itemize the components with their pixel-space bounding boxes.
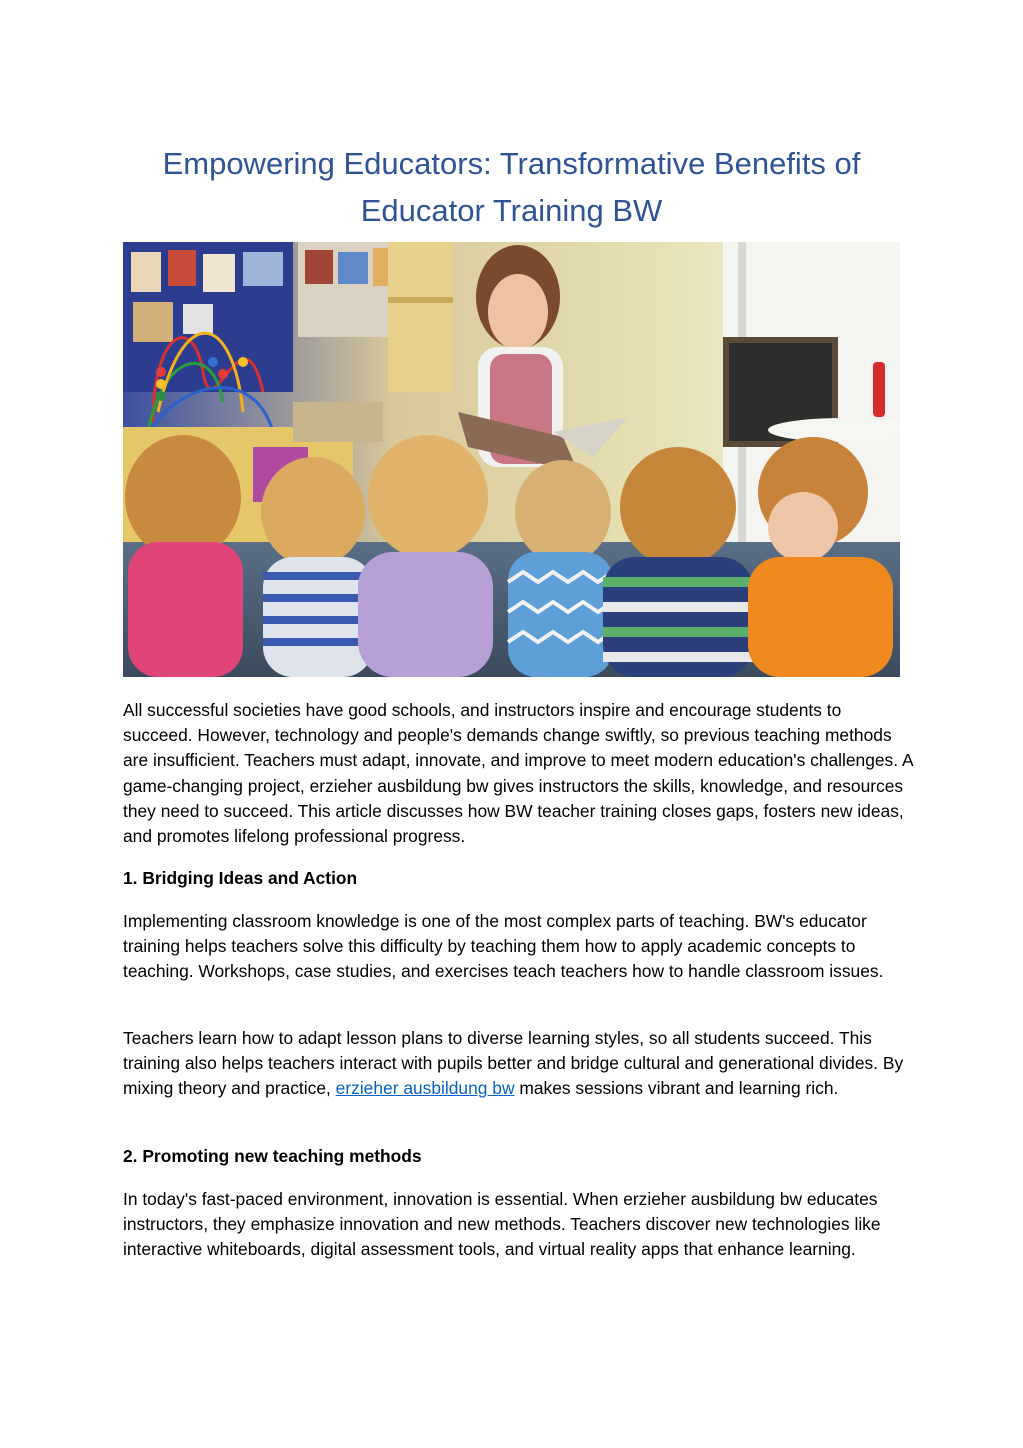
intro-paragraph: All successful societies have good schools, and instructors inspire and encourage students to succeed. However, technology and people's demands change swiftly, so previous teaching methods are insufficient. Teachers must adapt, innovate, and improve to meet modern education's challenges. A game-changing project, erzieher ausbildung bw gives instructors the skills, knowledge, and resources they need to succeed. This article discusses how BW teacher training closes gaps, fosters new ideas, and promotes lifelong professional progress. [123, 700, 913, 847]
hero-image [123, 242, 900, 677]
section-1-heading: 1. Bridging Ideas and Action [123, 868, 358, 888]
section-2-heading: 2. Promoting new teaching methods [123, 1146, 422, 1166]
document-title [123, 140, 900, 234]
erzieher-ausbildung-bw-link[interactable]: erzieher ausbildung bw [335, 1078, 515, 1099]
section-2-paragraph-1: In today's fast-paced environment, innovation is essential. When erzieher ausbildung bw educates instructors, they emphasize innovation and new methods. Teachers discover new technologies like interactive whiteboards, digital assessment tools, and virtual reality apps that enhance learning. [123, 1189, 881, 1260]
title-line-2: Educator Training BW [360, 193, 663, 228]
section-1-paragraph-2-text-after: makes sessions vibrant and learning rich. [514, 1078, 839, 1099]
title-line-1: Empowering Educators: Transformative Benefits of [162, 146, 861, 181]
section-1-paragraph-2 [123, 1026, 913, 1102]
section-1-paragraph-2-text-before: Teachers learn how to adapt lesson plans to diverse learning styles, so all students succeed. This training also helps teachers interact with pupils better and bridge cultural and generational divides. By mixing theory and practice, [123, 1028, 904, 1099]
section-1-paragraph-1: Implementing classroom knowledge is one of the most complex parts of teaching. BW's educator training helps teachers solve this difficulty by teaching them how to apply academic concepts to teaching. Workshops, case studies, and exercises teach teachers how to handle classroom issues. [123, 911, 884, 982]
classroom-illustration [123, 242, 900, 677]
